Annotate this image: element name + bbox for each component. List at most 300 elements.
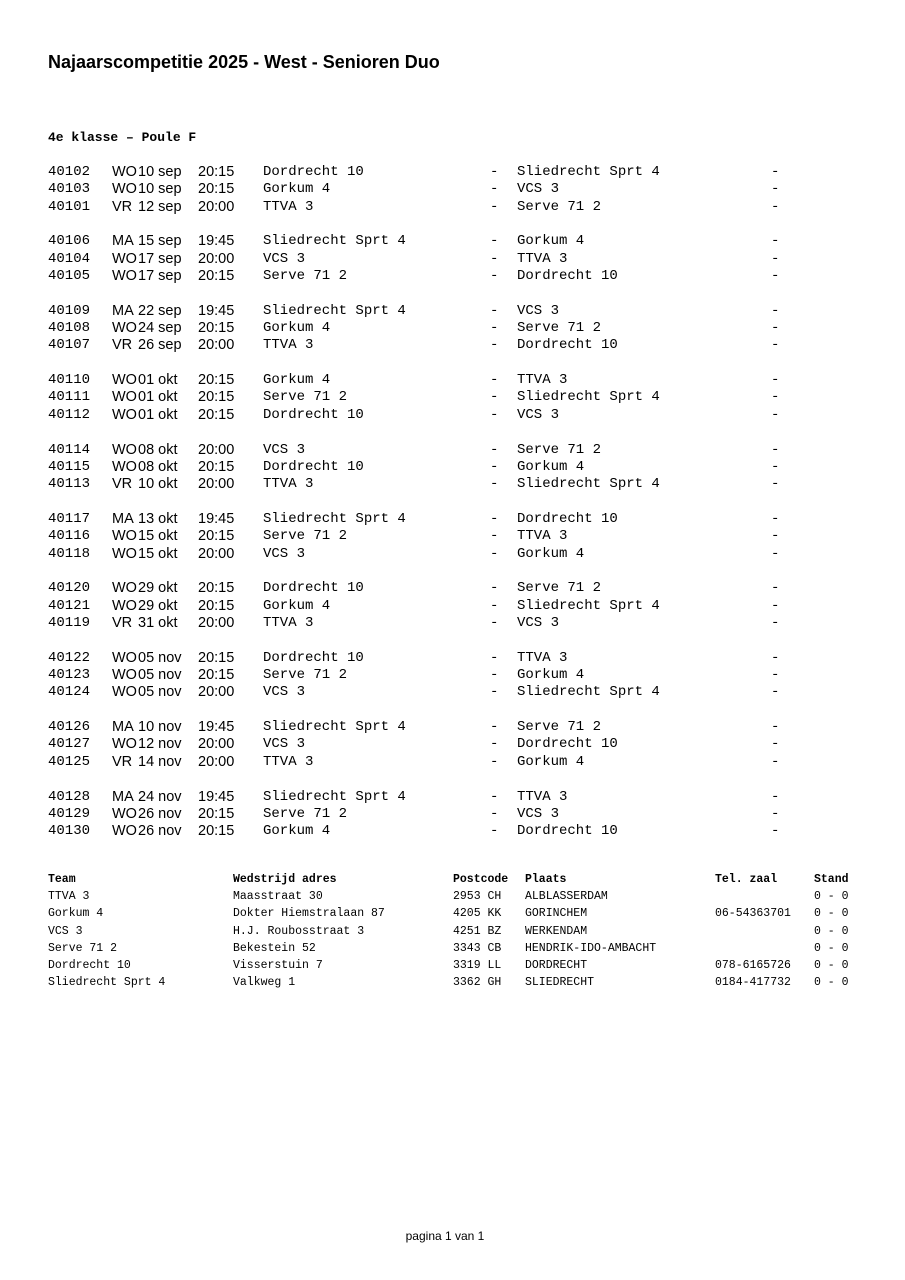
match-number: 40128 <box>48 788 91 805</box>
header-team: Team <box>48 873 76 886</box>
match-date: 14 nov <box>138 753 182 770</box>
away-team: Dordrecht 10 <box>517 510 618 527</box>
team-postcode: 3343 CB <box>453 941 502 955</box>
away-team: VCS 3 <box>517 181 560 198</box>
home-team: Gorkum 4 <box>263 823 331 840</box>
match-row <box>48 442 848 459</box>
match-date: 29 okt <box>138 597 178 614</box>
match-result: - <box>771 580 780 597</box>
home-team: Dordrecht 10 <box>263 649 364 666</box>
team-name: Dordrecht 10 <box>48 958 131 972</box>
match-row <box>48 667 848 684</box>
away-team: VCS 3 <box>517 406 560 423</box>
match-day: WO <box>112 823 137 840</box>
match-date: 05 nov <box>138 684 182 701</box>
away-team: Sliedrecht Sprt 4 <box>517 476 660 493</box>
team-tel: 0184-417732 <box>715 976 791 990</box>
away-team: Serve 71 2 <box>517 719 602 736</box>
match-result: - <box>771 614 780 631</box>
match-separator: - <box>490 823 499 840</box>
header-place: Plaats <box>525 873 567 886</box>
away-team: Gorkum 4 <box>517 667 585 684</box>
match-day: VR <box>112 476 133 493</box>
match-date: 08 okt <box>138 441 178 458</box>
match-time: 20:15 <box>198 320 235 337</box>
match-number: 40107 <box>48 337 91 354</box>
round-group <box>48 719 848 771</box>
match-row <box>48 546 848 563</box>
table-row <box>48 889 868 906</box>
match-separator: - <box>490 337 499 354</box>
match-separator: - <box>490 545 499 562</box>
match-day: WO <box>112 597 137 614</box>
match-separator: - <box>490 164 499 180</box>
match-number: 40114 <box>48 441 91 458</box>
match-day: WO <box>112 372 137 389</box>
match-date: 24 sep <box>138 320 182 337</box>
match-result: - <box>771 528 780 545</box>
match-time: 20:00 <box>198 250 235 267</box>
match-date: 15 okt <box>138 545 178 562</box>
home-team: Dordrecht 10 <box>263 580 364 597</box>
match-date: 24 nov <box>138 788 182 805</box>
table-row <box>48 958 868 975</box>
away-team: TTVA 3 <box>517 788 568 805</box>
match-day: MA <box>112 719 134 736</box>
match-row <box>48 337 848 354</box>
match-separator: - <box>490 181 499 198</box>
match-day: MA <box>112 233 134 250</box>
match-date: 01 okt <box>138 406 178 423</box>
away-team: VCS 3 <box>517 805 560 822</box>
match-time: 20:15 <box>198 805 235 822</box>
home-team: Sliedrecht Sprt 4 <box>263 719 406 736</box>
match-number: 40110 <box>48 372 91 389</box>
match-time: 20:00 <box>198 337 235 354</box>
match-day: WO <box>112 580 137 597</box>
match-row <box>48 719 848 736</box>
teams-table <box>48 872 868 992</box>
away-team: Sliedrecht Sprt 4 <box>517 684 660 701</box>
home-team: Serve 71 2 <box>263 805 348 822</box>
match-row <box>48 407 848 424</box>
match-number: 40102 <box>48 164 91 180</box>
team-address: H.J. Roubosstraat 3 <box>233 924 365 938</box>
team-name: Sliedrecht Sprt 4 <box>48 976 166 990</box>
header-stand: Stand <box>814 873 849 886</box>
team-address: Dokter Hiemstralaan 87 <box>233 907 385 921</box>
home-team: Serve 71 2 <box>263 528 348 545</box>
match-row <box>48 528 848 545</box>
match-row <box>48 233 848 250</box>
team-address: Valkweg 1 <box>233 976 296 990</box>
team-place: SLIEDRECHT <box>525 976 595 990</box>
match-date: 29 okt <box>138 580 178 597</box>
match-time: 20:00 <box>198 476 235 493</box>
match-row <box>48 389 848 406</box>
team-tel: 06-54363701 <box>715 907 791 921</box>
home-team: Serve 71 2 <box>263 667 348 684</box>
match-day: WO <box>112 805 137 822</box>
match-day: WO <box>112 164 137 180</box>
match-row <box>48 164 848 181</box>
home-team: VCS 3 <box>263 736 306 753</box>
match-number: 40123 <box>48 667 91 684</box>
away-team: Gorkum 4 <box>517 233 585 250</box>
home-team: TTVA 3 <box>263 337 314 354</box>
away-team: Sliedrecht Sprt 4 <box>517 597 660 614</box>
match-separator: - <box>490 649 499 666</box>
match-separator: - <box>490 389 499 406</box>
match-result: - <box>771 684 780 701</box>
match-time: 20:15 <box>198 528 235 545</box>
match-time: 20:00 <box>198 753 235 770</box>
match-number: 40120 <box>48 580 91 597</box>
match-result: - <box>771 458 780 475</box>
match-date: 01 okt <box>138 389 178 406</box>
match-day: MA <box>112 510 134 527</box>
match-time: 20:15 <box>198 597 235 614</box>
away-team: Dordrecht 10 <box>517 337 618 354</box>
round-group <box>48 372 848 424</box>
match-number: 40103 <box>48 181 91 198</box>
away-team: Serve 71 2 <box>517 580 602 597</box>
match-row <box>48 598 848 615</box>
match-time: 19:45 <box>198 233 235 250</box>
match-separator: - <box>490 580 499 597</box>
match-row <box>48 684 848 701</box>
match-date: 10 sep <box>138 181 182 198</box>
match-result: - <box>771 337 780 354</box>
match-result: - <box>771 233 780 250</box>
team-address: Maasstraat 30 <box>233 890 323 904</box>
team-tel: 078-6165726 <box>715 958 791 972</box>
away-team: TTVA 3 <box>517 649 568 666</box>
match-separator: - <box>490 614 499 631</box>
home-team: Serve 71 2 <box>263 389 348 406</box>
match-result: - <box>771 476 780 493</box>
round-group <box>48 164 848 216</box>
match-number: 40108 <box>48 320 91 337</box>
match-row <box>48 268 848 285</box>
match-date: 31 okt <box>138 614 178 631</box>
team-name: Serve 71 2 <box>48 941 118 955</box>
team-name: VCS 3 <box>48 924 83 938</box>
match-result: - <box>771 788 780 805</box>
match-separator: - <box>490 302 499 319</box>
match-row <box>48 199 848 216</box>
round-group <box>48 789 848 841</box>
match-time: 20:00 <box>198 736 235 753</box>
match-result: - <box>771 667 780 684</box>
match-separator: - <box>490 233 499 250</box>
match-row <box>48 823 848 840</box>
match-time: 20:00 <box>198 545 235 562</box>
match-result: - <box>771 597 780 614</box>
match-row <box>48 789 848 806</box>
match-result: - <box>771 181 780 198</box>
team-place: WERKENDAM <box>525 924 588 938</box>
match-row <box>48 303 848 320</box>
match-day: WO <box>112 649 137 666</box>
match-date: 15 sep <box>138 233 182 250</box>
match-time: 19:45 <box>198 719 235 736</box>
round-group <box>48 511 848 563</box>
away-team: Serve 71 2 <box>517 441 602 458</box>
match-row <box>48 511 848 528</box>
match-time: 20:15 <box>198 372 235 389</box>
round-group <box>48 580 848 632</box>
match-time: 20:00 <box>198 614 235 631</box>
match-day: WO <box>112 458 137 475</box>
team-postcode: 3362 GH <box>453 976 502 990</box>
team-place: GORINCHEM <box>525 907 588 921</box>
match-day: WO <box>112 181 137 198</box>
match-separator: - <box>490 597 499 614</box>
match-number: 40106 <box>48 233 91 250</box>
away-team: Serve 71 2 <box>517 198 602 215</box>
away-team: Sliedrecht Sprt 4 <box>517 389 660 406</box>
match-separator: - <box>490 320 499 337</box>
match-result: - <box>771 441 780 458</box>
match-day: WO <box>112 528 137 545</box>
away-team: VCS 3 <box>517 614 560 631</box>
match-date: 01 okt <box>138 372 178 389</box>
teams-table-header <box>48 872 868 889</box>
match-day: WO <box>112 545 137 562</box>
home-team: Gorkum 4 <box>263 372 331 389</box>
match-row <box>48 251 848 268</box>
match-day: WO <box>112 389 137 406</box>
team-stand: 0 - 0 <box>814 924 849 938</box>
round-group <box>48 303 848 355</box>
match-date: 08 okt <box>138 458 178 475</box>
away-team: Dordrecht 10 <box>517 823 618 840</box>
match-day: VR <box>112 753 133 770</box>
match-result: - <box>771 198 780 215</box>
match-number: 40115 <box>48 458 91 475</box>
home-team: Sliedrecht Sprt 4 <box>263 788 406 805</box>
away-team: Sliedrecht Sprt 4 <box>517 164 660 180</box>
team-name: TTVA 3 <box>48 890 90 904</box>
match-time: 20:15 <box>198 580 235 597</box>
match-date: 12 sep <box>138 198 182 215</box>
team-stand: 0 - 0 <box>814 890 849 904</box>
match-result: - <box>771 753 780 770</box>
home-team: Gorkum 4 <box>263 597 331 614</box>
home-team: TTVA 3 <box>263 753 314 770</box>
match-time: 20:00 <box>198 684 235 701</box>
match-number: 40119 <box>48 614 91 631</box>
home-team: Sliedrecht Sprt 4 <box>263 233 406 250</box>
home-team: Gorkum 4 <box>263 320 331 337</box>
team-postcode: 2953 CH <box>453 890 502 904</box>
header-tel: Tel. zaal <box>715 873 778 886</box>
match-number: 40125 <box>48 753 91 770</box>
team-place: DORDRECHT <box>525 958 588 972</box>
match-time: 20:15 <box>198 406 235 423</box>
match-time: 19:45 <box>198 788 235 805</box>
match-date: 26 sep <box>138 337 182 354</box>
match-date: 26 nov <box>138 805 182 822</box>
match-day: WO <box>112 320 137 337</box>
header-postcode: Postcode <box>453 873 509 886</box>
home-team: Dordrecht 10 <box>263 406 364 423</box>
home-team: TTVA 3 <box>263 198 314 215</box>
away-team: TTVA 3 <box>517 250 568 267</box>
match-time: 20:15 <box>198 458 235 475</box>
match-row <box>48 650 848 667</box>
match-result: - <box>771 320 780 337</box>
match-row <box>48 615 848 632</box>
match-separator: - <box>490 753 499 770</box>
team-place: HENDRIK-IDO-AMBACHT <box>525 941 657 955</box>
match-time: 20:15 <box>198 181 235 198</box>
match-row <box>48 580 848 597</box>
poule-title: 4e klasse – Poule F <box>48 130 197 145</box>
match-row <box>48 459 848 476</box>
match-result: - <box>771 823 780 840</box>
match-separator: - <box>490 372 499 389</box>
match-result: - <box>771 805 780 822</box>
match-time: 20:15 <box>198 823 235 840</box>
home-team: TTVA 3 <box>263 614 314 631</box>
match-day: VR <box>112 614 133 631</box>
table-row <box>48 941 868 958</box>
home-team: VCS 3 <box>263 684 306 701</box>
match-result: - <box>771 372 780 389</box>
match-number: 40111 <box>48 389 91 406</box>
match-date: 10 nov <box>138 719 182 736</box>
match-separator: - <box>490 267 499 284</box>
match-time: 20:15 <box>198 389 235 406</box>
match-number: 40124 <box>48 684 91 701</box>
match-day: WO <box>112 267 137 284</box>
team-stand: 0 - 0 <box>814 941 849 955</box>
round-group <box>48 650 848 702</box>
match-number: 40104 <box>48 250 91 267</box>
match-number: 40130 <box>48 823 91 840</box>
match-day: WO <box>112 441 137 458</box>
match-date: 26 nov <box>138 823 182 840</box>
match-number: 40117 <box>48 510 91 527</box>
match-separator: - <box>490 441 499 458</box>
round-group <box>48 442 848 494</box>
table-row <box>48 906 868 923</box>
match-day: WO <box>112 684 137 701</box>
table-row <box>48 924 868 941</box>
match-row <box>48 806 848 823</box>
team-name: Gorkum 4 <box>48 907 104 921</box>
match-number: 40127 <box>48 736 91 753</box>
team-address: Bekestein 52 <box>233 941 316 955</box>
header-address: Wedstrijd adres <box>233 873 337 886</box>
match-result: - <box>771 302 780 319</box>
match-result: - <box>771 164 780 180</box>
page-title: Najaarscompetitie 2025 - West - Senioren Duo <box>48 52 440 72</box>
match-number: 40118 <box>48 545 91 562</box>
match-row <box>48 754 848 771</box>
home-team: Dordrecht 10 <box>263 164 364 180</box>
match-day: WO <box>112 667 137 684</box>
team-postcode: 4251 BZ <box>453 924 502 938</box>
away-team: TTVA 3 <box>517 528 568 545</box>
match-row <box>48 181 848 198</box>
away-team: Dordrecht 10 <box>517 736 618 753</box>
match-date: 05 nov <box>138 649 182 666</box>
match-separator: - <box>490 510 499 527</box>
match-time: 19:45 <box>198 302 235 319</box>
match-date: 12 nov <box>138 736 182 753</box>
away-team: VCS 3 <box>517 302 560 319</box>
match-day: WO <box>112 406 137 423</box>
away-team: Gorkum 4 <box>517 753 585 770</box>
match-row <box>48 736 848 753</box>
match-separator: - <box>490 736 499 753</box>
match-result: - <box>771 389 780 406</box>
match-day: WO <box>112 250 137 267</box>
home-team: Sliedrecht Sprt 4 <box>263 510 406 527</box>
home-team: Serve 71 2 <box>263 267 348 284</box>
match-date: 17 sep <box>138 250 182 267</box>
match-separator: - <box>490 406 499 423</box>
match-number: 40126 <box>48 719 91 736</box>
match-number: 40105 <box>48 267 91 284</box>
match-number: 40113 <box>48 476 91 493</box>
match-separator: - <box>490 684 499 701</box>
match-number: 40109 <box>48 302 91 319</box>
match-separator: - <box>490 805 499 822</box>
match-day: WO <box>112 736 137 753</box>
match-separator: - <box>490 528 499 545</box>
match-schedule <box>48 164 848 858</box>
match-time: 20:15 <box>198 649 235 666</box>
match-time: 20:00 <box>198 198 235 215</box>
home-team: TTVA 3 <box>263 476 314 493</box>
match-date: 15 okt <box>138 528 178 545</box>
match-time: 20:15 <box>198 164 235 180</box>
match-time: 20:15 <box>198 667 235 684</box>
match-date: 10 okt <box>138 476 178 493</box>
match-result: - <box>771 545 780 562</box>
match-separator: - <box>490 667 499 684</box>
match-date: 10 sep <box>138 164 182 180</box>
match-date: 13 okt <box>138 510 178 527</box>
match-number: 40129 <box>48 805 91 822</box>
home-team: Dordrecht 10 <box>263 458 364 475</box>
match-separator: - <box>490 198 499 215</box>
match-result: - <box>771 510 780 527</box>
home-team: Gorkum 4 <box>263 181 331 198</box>
round-group <box>48 233 848 285</box>
home-team: VCS 3 <box>263 441 306 458</box>
match-row <box>48 320 848 337</box>
team-stand: 0 - 0 <box>814 958 849 972</box>
home-team: VCS 3 <box>263 545 306 562</box>
match-result: - <box>771 719 780 736</box>
team-stand: 0 - 0 <box>814 976 849 990</box>
away-team: Serve 71 2 <box>517 320 602 337</box>
match-day: MA <box>112 302 134 319</box>
match-time: 20:00 <box>198 441 235 458</box>
match-result: - <box>771 736 780 753</box>
team-address: Visserstuin 7 <box>233 958 323 972</box>
match-time: 20:15 <box>198 267 235 284</box>
match-result: - <box>771 649 780 666</box>
away-team: TTVA 3 <box>517 372 568 389</box>
match-separator: - <box>490 719 499 736</box>
team-place: ALBLASSERDAM <box>525 890 608 904</box>
